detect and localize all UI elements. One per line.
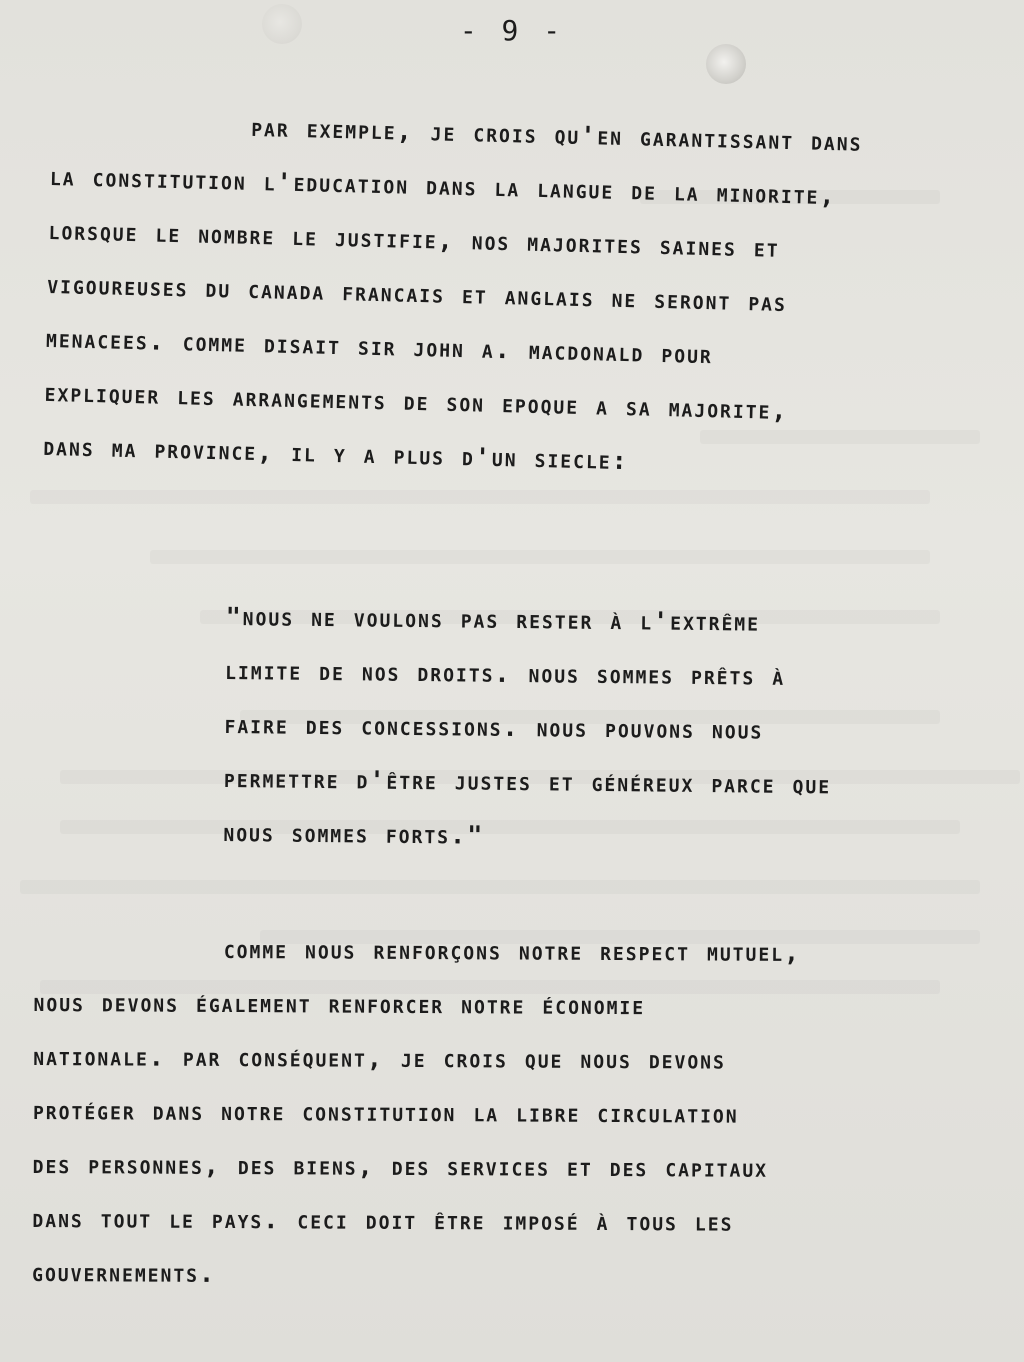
paragraph-2-line: nous devons également renforcer notre économie (33, 987, 646, 1021)
quote-line: faire des concessions. nous pouvons nous (224, 709, 764, 745)
paragraph-1-line: dans ma province, il y a plus d'un siecle: (43, 431, 630, 476)
paragraph-2-line: nationale. par conséquent, je crois que nous devons (33, 1041, 726, 1075)
paragraph-1-line: vigoureuses du canada francais et anglais ne seront pas (47, 269, 788, 318)
block-quote (223, 590, 833, 866)
paragraph-1 (43, 96, 863, 494)
page-number: - 9 - (459, 14, 565, 47)
quote-line: nous sommes forts." (223, 817, 485, 850)
paragraph-1-line: par exemple, je crois qu'en garantissant dans (250, 112, 863, 157)
paragraph-1-line: menacees. comme disait sir john a. macdonald pour (45, 323, 714, 370)
punch-hole-top (706, 44, 746, 84)
paragraph-2-line: dans tout le pays. ceci doit être imposé à tous les (32, 1203, 734, 1237)
paragraph-1-line: la constitution l'education dans la langue de la minorite, (49, 161, 837, 211)
quote-line: limite de nos droits. nous sommes prêts à (225, 655, 786, 691)
quote-line: "nous ne voulons pas rester à l'extrême (225, 601, 761, 637)
paragraph-2-line: comme nous renforçons notre respect mutuel, (223, 934, 802, 968)
paragraph-1-line: lorsque le nombre le justifie, nos majorites saines et (48, 215, 780, 263)
paragraph-2-line: gouvernements. (32, 1257, 217, 1288)
paragraph-2 (32, 922, 801, 1304)
quote-line: permettre d'être justes et généreux parce que (223, 763, 832, 800)
paragraph-2-line: des personnes, des biens, des services et des capitaux (32, 1149, 769, 1183)
paragraph-2-line: protéger dans notre constitution la libre circulation (32, 1095, 739, 1129)
paragraph-1-line: expliquer les arrangements de son epoque a sa majorite, (44, 377, 789, 426)
